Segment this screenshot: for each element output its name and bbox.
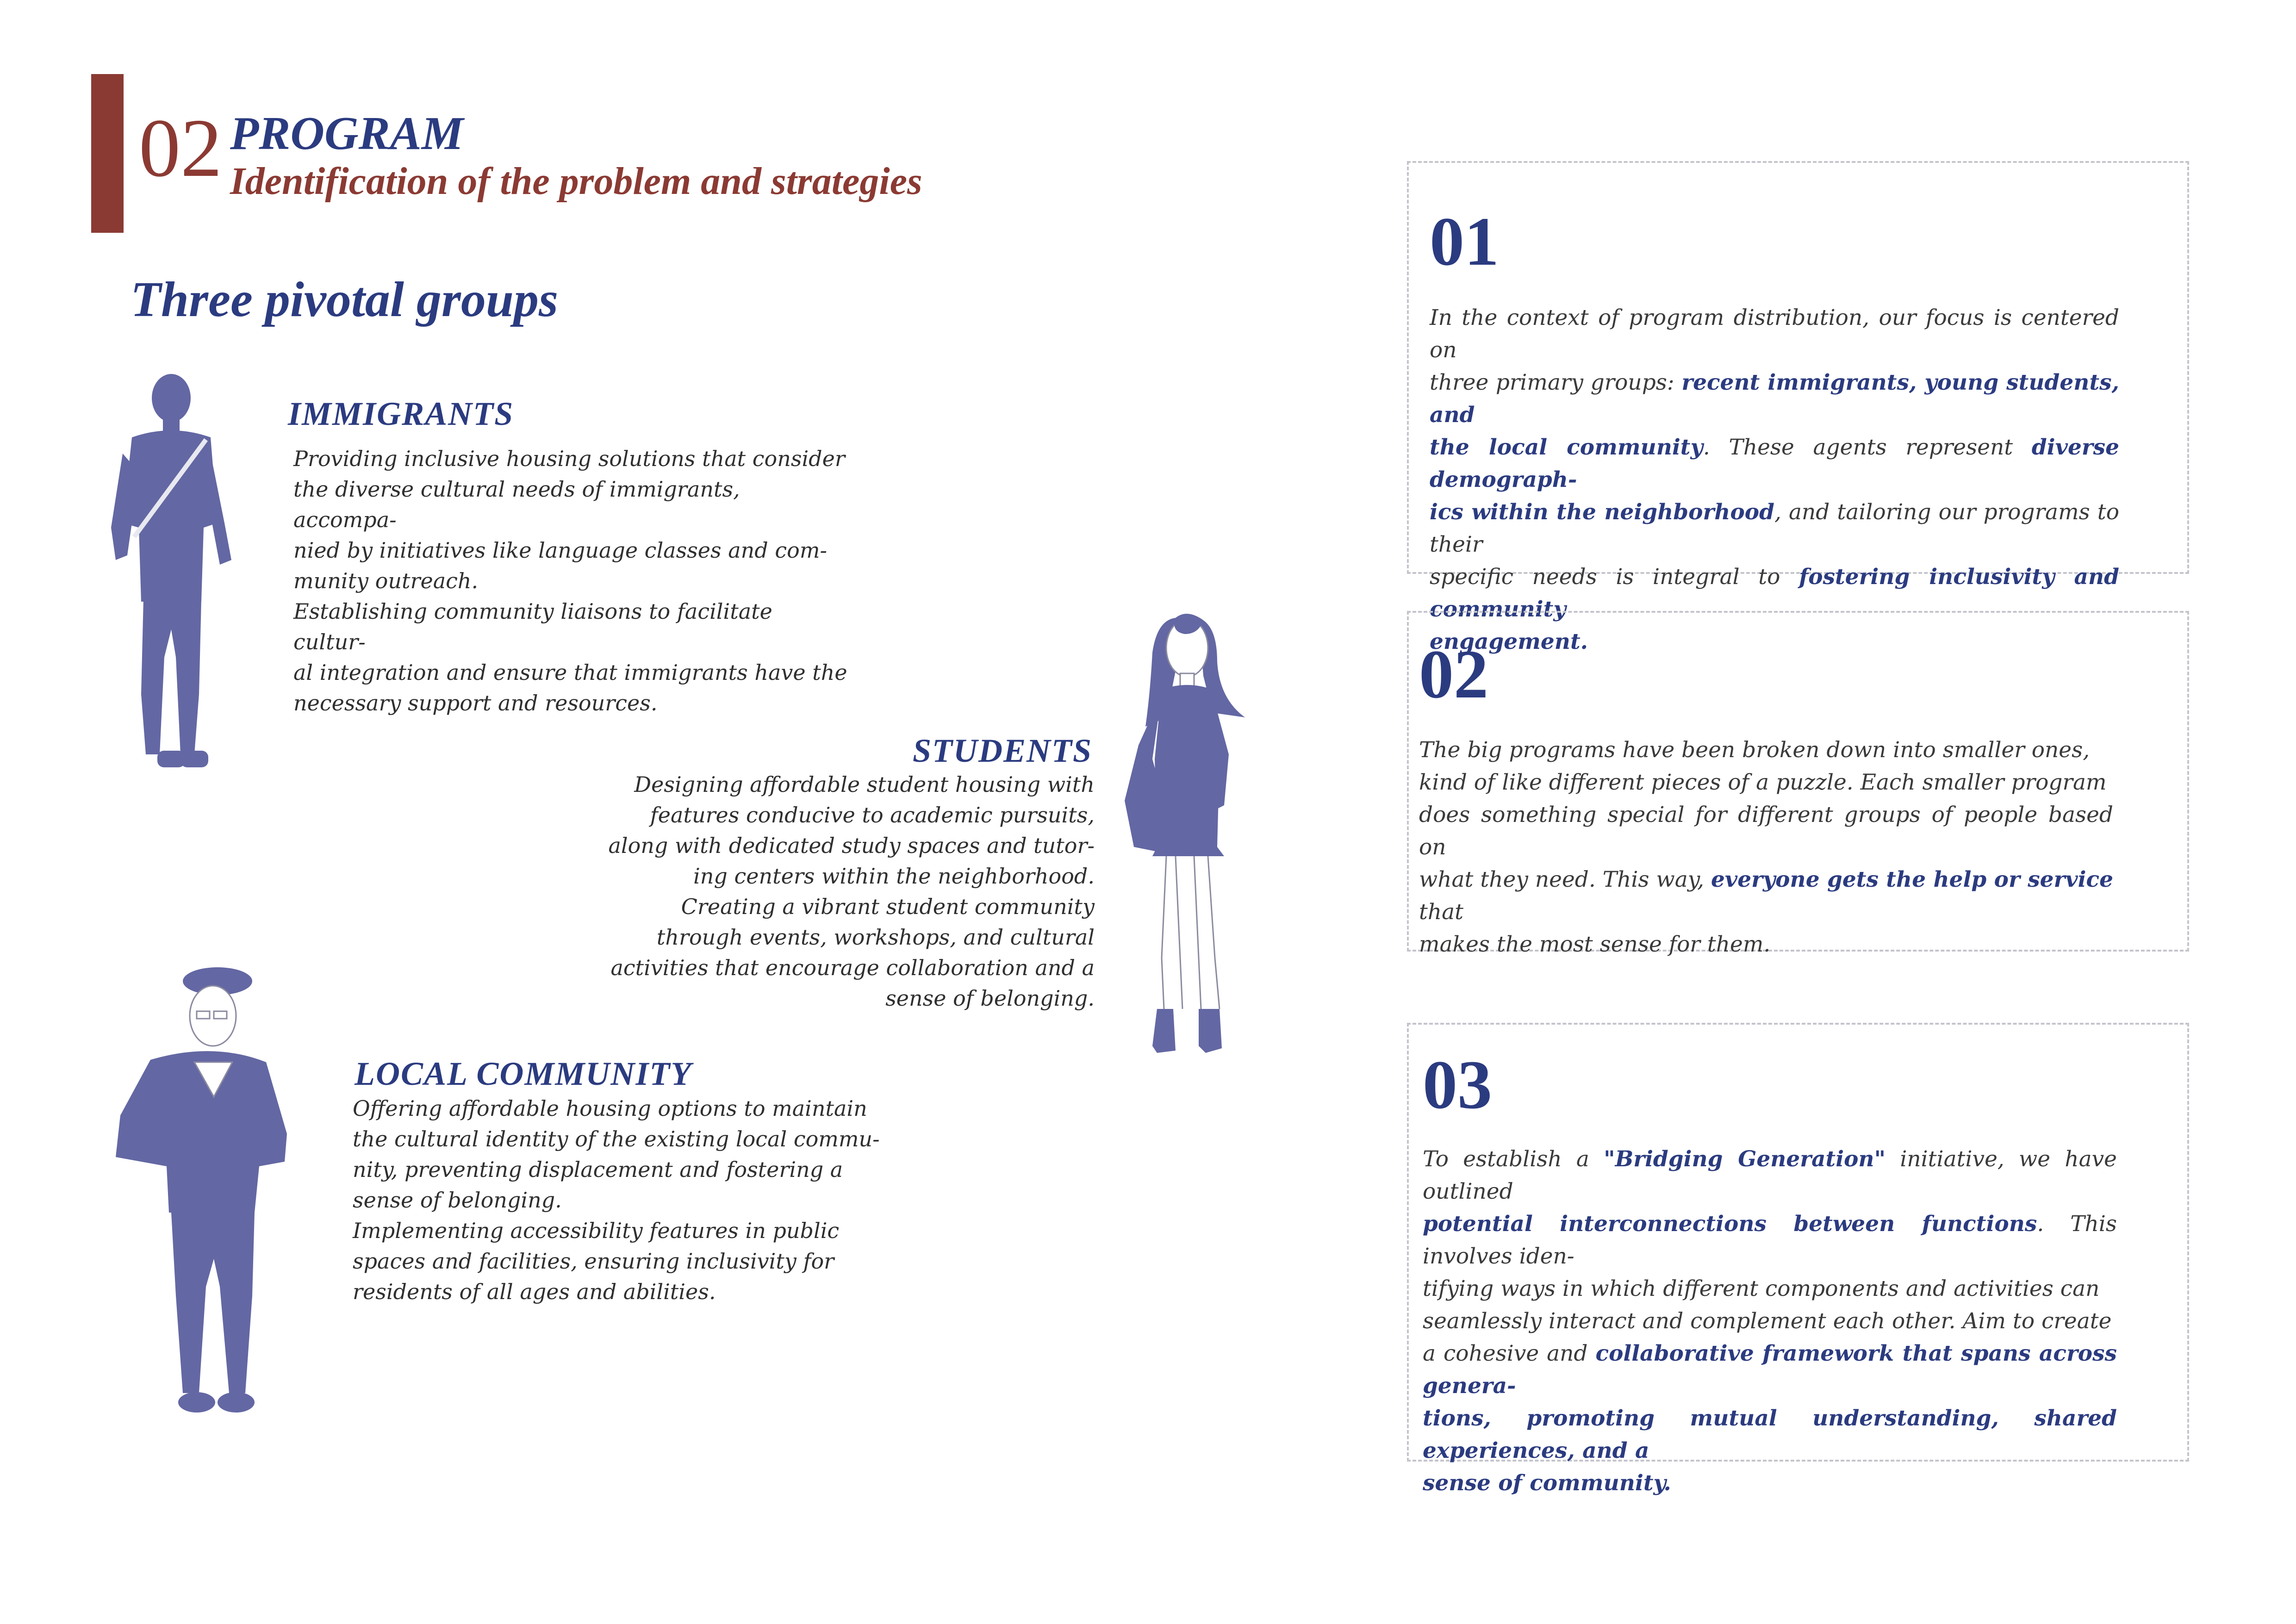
text-segment: a cohesive and (1423, 1341, 1596, 1366)
strategy-card-1 (1407, 161, 2189, 654)
text-segment: three primary groups: (1430, 370, 1682, 395)
card-text-line (1423, 1467, 2117, 1500)
highlighted-phrase: sense of community. (1423, 1470, 1671, 1496)
highlighted-phrase: the local community (1430, 435, 1703, 460)
text-segment: initiative, we have outlined (1423, 1146, 2117, 1204)
section-title: PROGRAM (230, 107, 464, 160)
text-segment: makes the most sense for them. (1419, 932, 1771, 957)
section-subtitle: Identification of the problem and strategies (230, 160, 922, 203)
card-text-line (1430, 302, 2119, 367)
card-text (1423, 1143, 2117, 1500)
card-text-line (1423, 1208, 2117, 1273)
text-segment: seamlessly interact and complement each other. Aim to create (1423, 1308, 2112, 1334)
student-figure-illustration (1106, 606, 1263, 1064)
highlighted-phrase: fostering inclusivity and community (1430, 564, 2119, 622)
group-text-students: Designing affordable student housing with features conducive to academic pursuits, along with dedicated study spaces and tutor- ing centers within the neighborhood. Creating a vibrant student community through events, workshops, and cultural activities that encourage collaboration and a sense of belonging. (608, 772, 1095, 1011)
elderly-figure-illustration (106, 963, 301, 1421)
highlighted-phrase: recent immigrants, young students, and (1430, 370, 2119, 428)
highlighted-phrase: potential interconnections between functions (1423, 1211, 2037, 1237)
text-segment: . These agents represent (1703, 435, 2032, 460)
group-text-immigrants: Providing inclusive housing solutions that consider the diverse cultural needs of immigrants, accompa- nied by initiatives like language classes and com- munity outreach. Establishing community liaisons to facilitate cultur- al integration and ensure that immigrants have the necessary support and resources. (293, 446, 847, 716)
card-text (1430, 302, 2119, 658)
card-text-line (1419, 928, 2113, 961)
highlighted-phrase: tions, promoting mutual understanding, shared experiences, and a (1423, 1406, 2117, 1463)
card-text-line (1423, 1273, 2117, 1305)
card-text (1419, 734, 2113, 961)
immigrant-figure-illustration (106, 370, 250, 778)
text-segment: The big programs have been broken down into smaller ones, (1419, 737, 2090, 763)
text-segment: what they need. This way, (1419, 867, 1711, 892)
highlighted-phrase: ics within the neighborhood (1430, 499, 1775, 525)
highlighted-phrase: everyone gets the help or service (1711, 867, 2113, 892)
text-segment: tifying ways in which different components and activities can (1423, 1276, 2100, 1301)
group-text-local-community: Offering affordable housing options to maintain the cultural identity of the existing local commu- nity, preventing displacement and fostering a sense of belonging. Implementing accessibility features in public spaces and facilities, ensuring inclusivity for residents of all ages and abilities. (353, 1096, 880, 1304)
card-text-line (1419, 734, 2113, 766)
text-segment: specific needs is integral to (1430, 564, 1799, 590)
text-segment: In the context of program distribution, our focus is centered on (1430, 305, 2119, 363)
text-segment: . This involves iden- (1423, 1211, 2117, 1269)
highlighted-phrase: "Bridging Generation" (1604, 1146, 1886, 1172)
group-name-local-community: LOCAL COMMUNITY (355, 1055, 692, 1092)
group-name-immigrants: IMMIGRANTS (288, 395, 514, 432)
card-text-line (1419, 766, 2113, 799)
text-segment: does something special for different groups of people based on (1419, 802, 2113, 860)
groups-heading: Three pivotal groups (131, 272, 559, 327)
group-name-students: STUDENTS (912, 732, 1092, 769)
highlighted-phrase: diverse demograph- (1430, 435, 2119, 492)
card-number: 03 (1423, 1046, 1492, 1123)
text-segment: , and tailoring our programs to their (1430, 499, 2119, 557)
card-text-line (1419, 799, 2113, 864)
card-text-line (1423, 1402, 2117, 1467)
card-number: 01 (1430, 203, 1499, 280)
card-text-line (1423, 1143, 2117, 1208)
text-segment: that (1419, 899, 1464, 925)
highlighted-phrase: engagement. (1430, 629, 1588, 654)
strategy-card-3 (1407, 1023, 2189, 1496)
highlighted-phrase: collaborative framework that spans across genera- (1423, 1341, 2117, 1399)
strategy-card-2 (1407, 611, 2189, 957)
card-text-line (1430, 367, 2119, 431)
section-accent-bar (91, 74, 124, 233)
text-segment: kind of like different pieces of a puzzle. Each smaller program (1419, 770, 2107, 795)
section-number: 02 (139, 102, 222, 194)
card-text-line (1423, 1338, 2117, 1402)
card-number: 02 (1419, 636, 1488, 713)
card-text-line (1419, 864, 2113, 928)
card-text-line (1430, 496, 2119, 561)
text-segment: To establish a (1423, 1146, 1604, 1172)
card-text-line (1423, 1305, 2117, 1338)
card-text-line (1430, 431, 2119, 496)
